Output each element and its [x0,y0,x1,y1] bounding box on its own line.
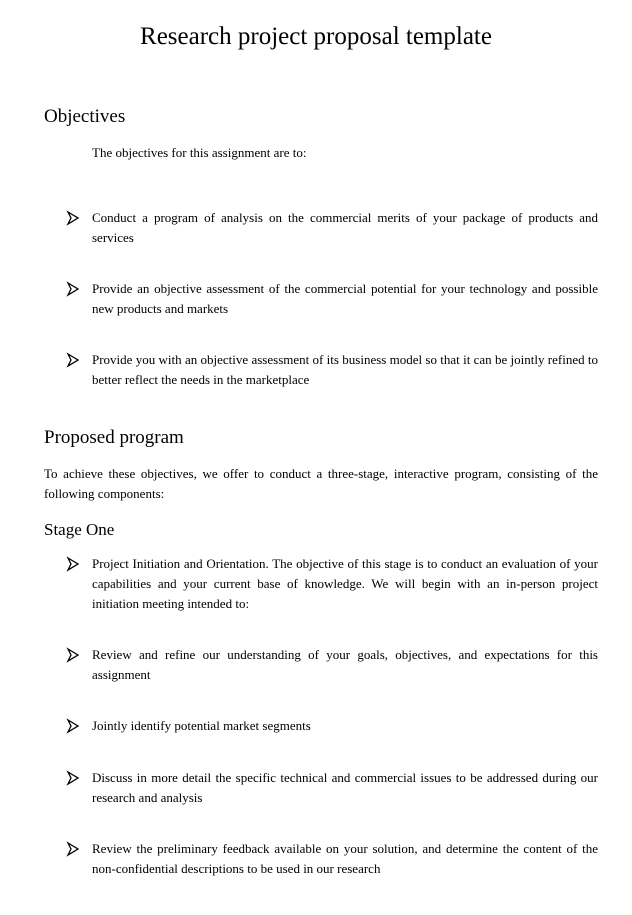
objective-item-text: Provide you with an objective assessment of its business model so that it can be jointly refined to better reflect the needs in the marketplace [92,352,598,387]
stage-one-item-text: Review the preliminary feedback available on your solution, and determine the content of the non-confidential descriptions to be used in our research [92,841,598,876]
arrowhead-bullet-icon [66,555,80,573]
stage-one-item-text: Project Initiation and Orientation. The objective of this stage is to conduct an evaluation of your capabilities and your current base of knowledge. We will begin with an in-person project initiation meeting intended to: [92,556,598,611]
stage-one-item-text: Review and refine our understanding of your goals, objectives, and expectations for this assignment [92,647,598,682]
proposed-program-intro: To achieve these objectives, we offer to conduct a three-stage, interactive program, consisting of the following components: [44,466,598,501]
arrowhead-bullet-icon [66,717,80,735]
arrowhead-bullet-icon [66,646,80,664]
document-title: Research project proposal template [140,23,492,50]
stage-one-item-text: Jointly identify potential market segments [92,718,311,733]
arrowhead-bullet-icon [66,769,80,787]
objectives-intro: The objectives for this assignment are to: [92,145,307,160]
arrowhead-bullet-icon [66,840,80,858]
arrowhead-bullet-icon [66,351,80,369]
stage-one-item-text: Discuss in more detail the specific technical and commercial issues to be addressed during our research and analysis [92,770,598,805]
objective-item-text: Conduct a program of analysis on the commercial merits of your package of products and services [92,210,598,245]
objective-item-text: Provide an objective assessment of the commercial potential for your technology and possible new products and markets [92,281,598,316]
objectives-heading: Objectives [44,106,126,127]
arrowhead-bullet-icon [66,209,80,227]
stage-one-heading: Stage One [44,520,115,539]
proposed-program-heading: Proposed program [44,427,184,448]
arrowhead-bullet-icon [66,280,80,298]
